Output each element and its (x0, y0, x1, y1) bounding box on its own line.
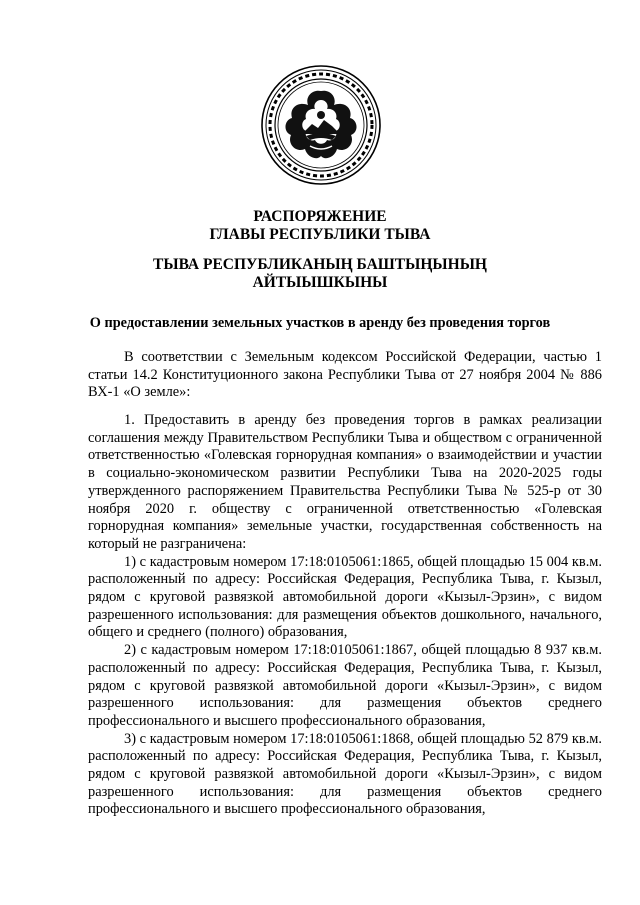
title-tuvan-line2: АЙТЫЫШКЫНЫ (252, 274, 388, 291)
preamble-paragraph (88, 349, 602, 402)
document-subject: О предоставлении земельных участков в аренду без проведения торгов (89, 315, 551, 331)
title-tuvan-line1: ТЫВА РЕСПУБЛИКАНЫҢ БАШТЫҢЫНЫҢ (153, 256, 487, 273)
subitem-2: 2) с кадастровым номером 17:18:0105061:1867, общей площадью 8 937 кв.м. расположенный по адресу: Российская Федерация, Республика Тыва, г. Кызыл, рядом с круговой развязкой автомобильной дороги «Кызыл-Эрзин», с видом разрешенного использования: для размещения объектов среднего профессионального и высшего профессионального образования, (88, 642, 602, 729)
item-1: 1. Предоставить в аренду без проведения торгов в рамках реализации соглашения между Правительством Республики Тыва и обществом с ограниченной ответственностью «Голевская горнорудная компания» о взаимодействии и участии в социально-экономическом развитии Республики Тыва на 2020-2025 годы утвержденного распоряжением Правительства Республики Тыва № 525-р от 30 ноября 2020 г. обществу с ограниченной ответственностью «Голевская горнорудная компания» земельные участки, государственная собственность на который не разграничена: (88, 412, 602, 552)
main-body (88, 412, 602, 819)
coat-of-arms-emblem (260, 64, 382, 186)
subitem-1: 1) с кадастровым номером 17:18:0105061:1865, общей площадью 15 004 кв.м. расположенный по адресу: Российская Федерация, Республика Тыва, г. Кызыл, рядом с круговой развязкой автомобильной дороги «Кызыл-Эрзин», с видом разрешенного использования: для размещения объектов дошкольного, начального, общего и среднего (полного) образования, (88, 553, 602, 641)
preamble-text: В соответствии с Земельным кодексом Российской Федерации, частью 1 статьи 14.2 Конституционного закона Республики Тыва от 27 ноября 2004 № 886 ВХ-1 «О земле»: (88, 349, 602, 401)
subitem-3: 3) с кадастровым номером 17:18:0105061:1868, общей площадью 52 879 кв.м. расположенный по адресу: Российская Федерация, Республика Тыва, г. Кызыл, рядом с круговой развязкой автомобильной дороги «Кызыл-Эрзин», с видом разрешенного использования: для размещения объектов среднего профессионального и высшего профессионального образования, (88, 730, 602, 818)
title-head-of-republic: ГЛАВЫ РЕСПУБЛИКИ ТЫВА (209, 226, 431, 243)
title-order: РАСПОРЯЖЕНИЕ (253, 208, 387, 225)
